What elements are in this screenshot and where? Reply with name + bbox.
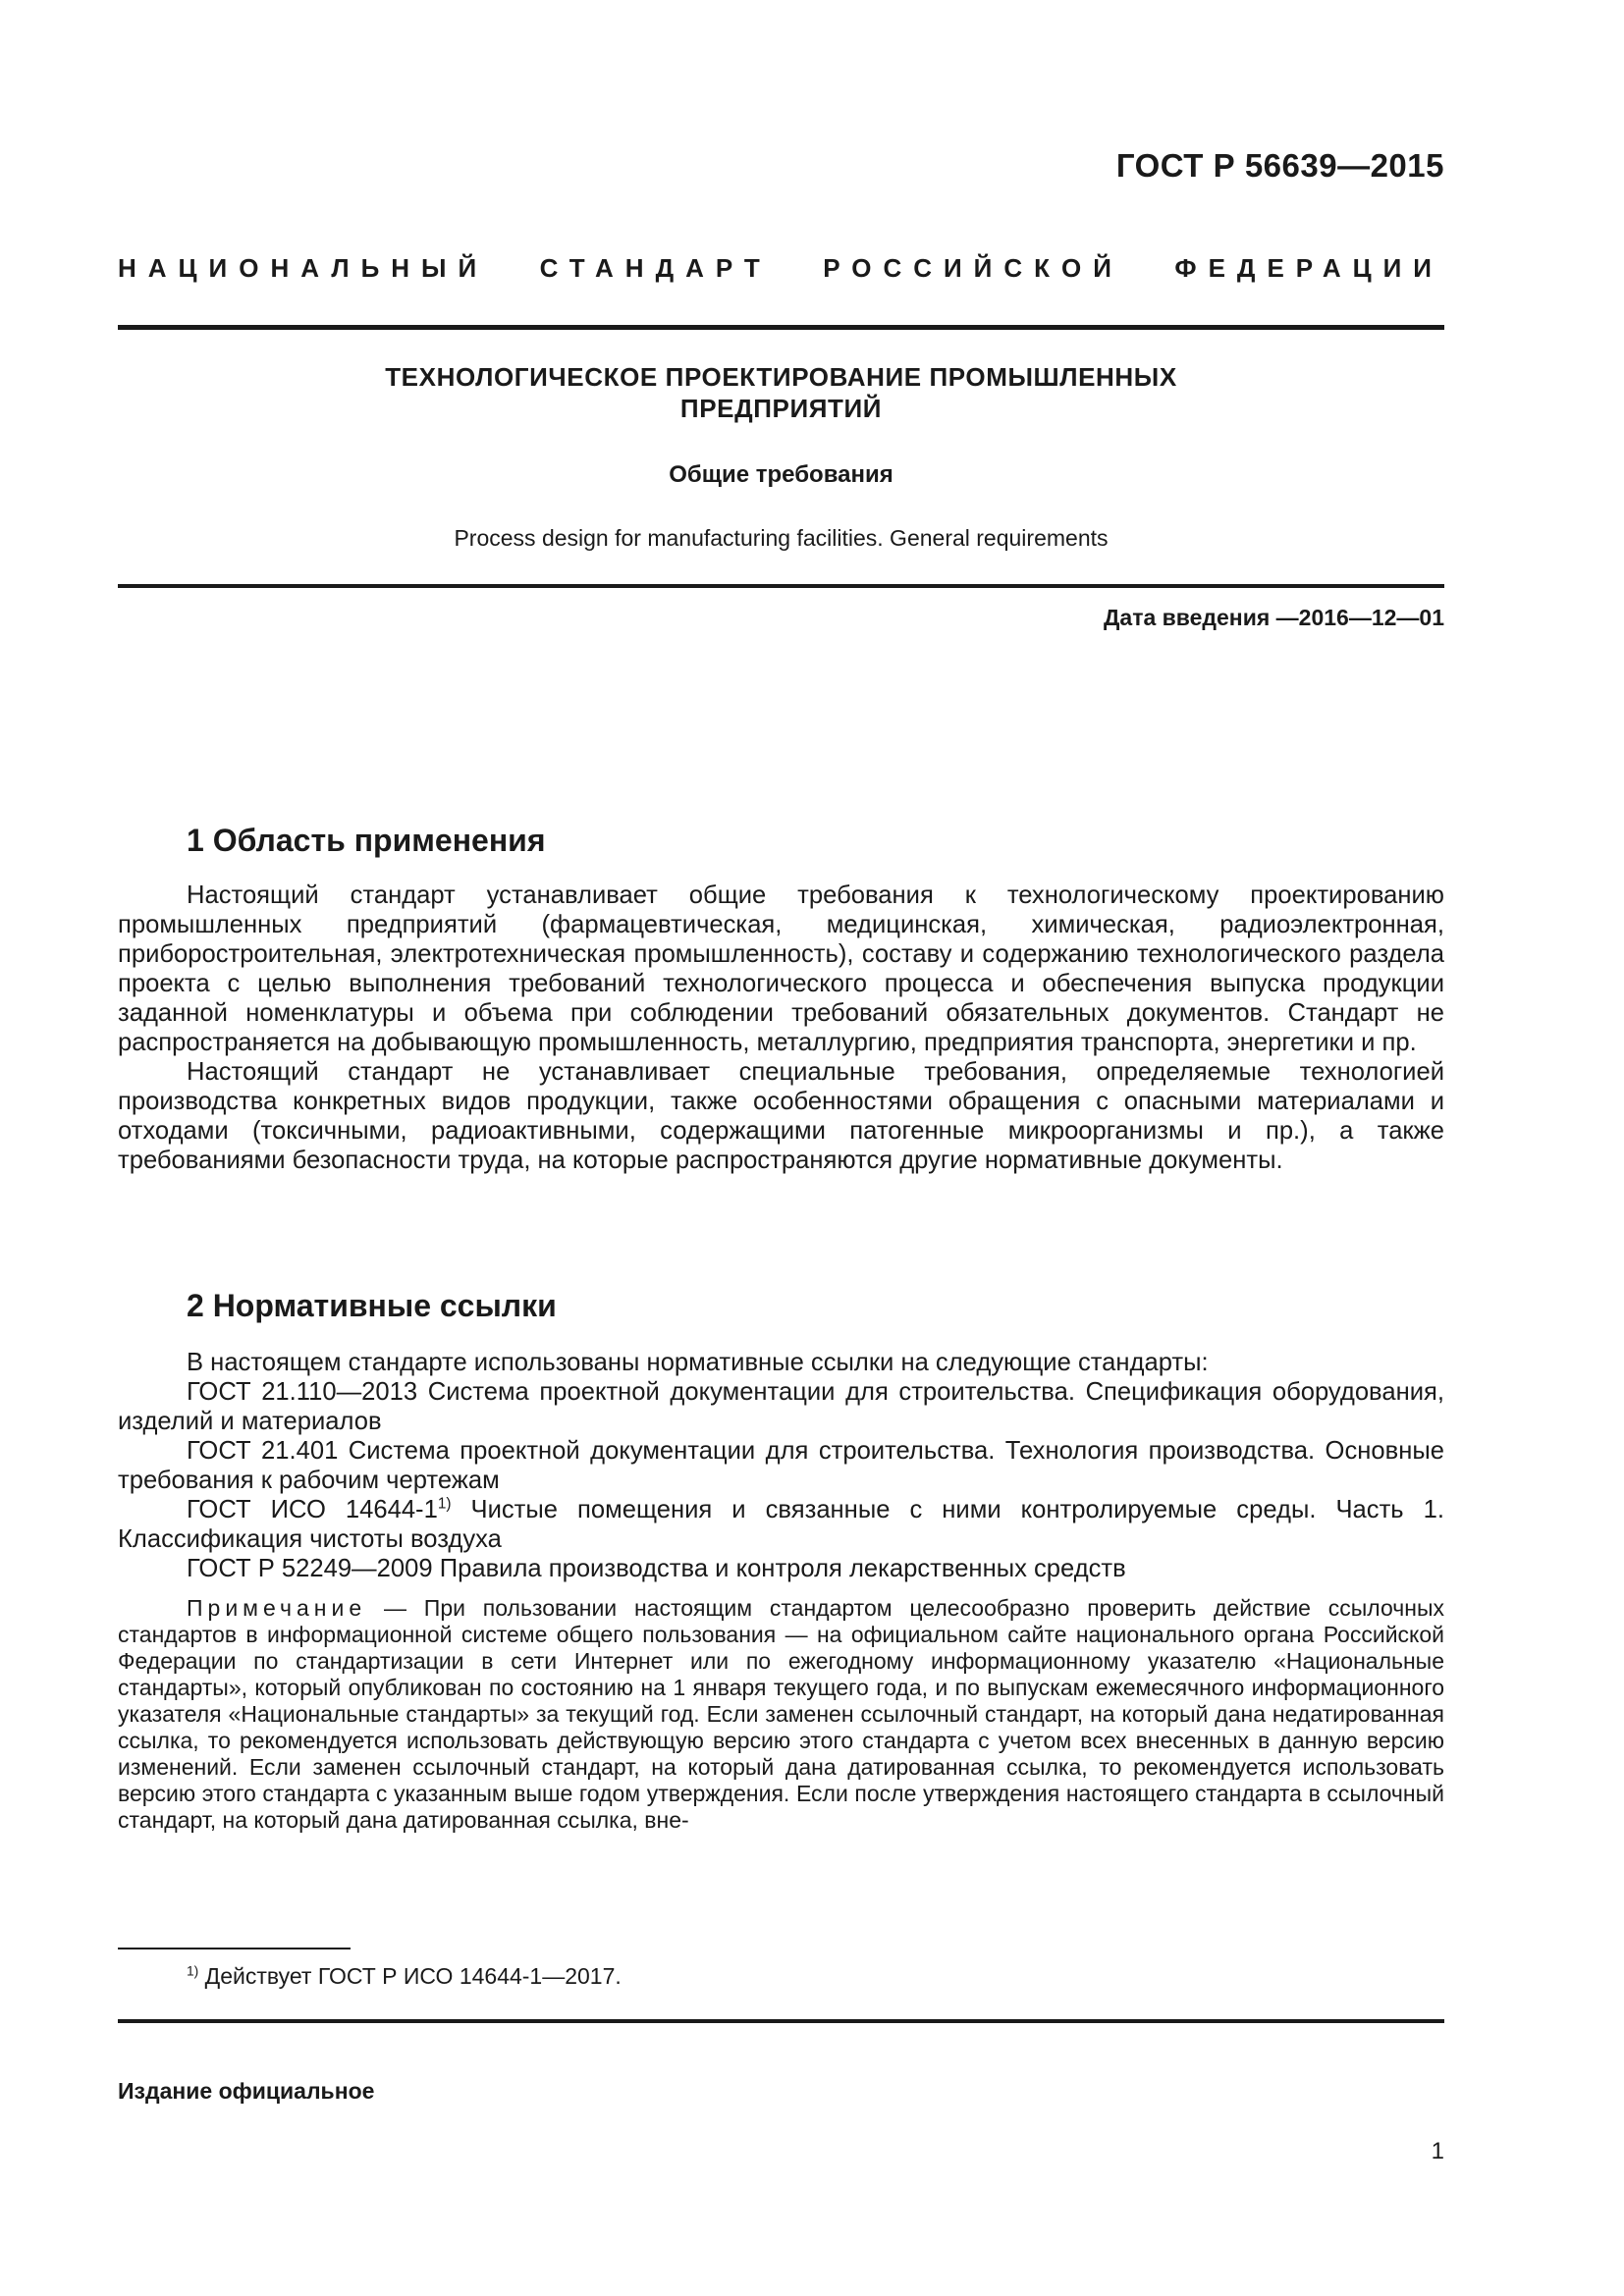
- footnote: [187, 1963, 622, 1990]
- document-title: [118, 361, 1444, 424]
- footnote-text: Действует ГОСТ Р ИСО 14644-1—2017.: [198, 1963, 622, 1989]
- footnote-marker: 1): [187, 1963, 199, 1979]
- national-standard-banner: НАЦИОНАЛЬНЫЙ СТАНДАРТ РОССИЙСКОЙ ФЕДЕРАЦИИ: [118, 253, 1443, 283]
- section-2-intro: В настоящем стандарте использованы нормативные ссылки на следующие стандарты:: [187, 1349, 1209, 1376]
- page-number: 1: [1431, 2138, 1444, 2164]
- section-1-paragraph-1: Настоящий стандарт устанавливает общие требования к технологическому проектированию промышленных предприятий (фармацевтическая, медицинская, химическая, радиоэлектронная, приборостроительная, электротехническая промышленность), составу и содержанию технологического раздела проекта с целью выполнения требований технологического процесса и обеспечения выпуска продукции заданной номенклатуры и объема при соблюдении требований обязательных документов. Стандарт не распространяется на добывающую промышленность, металлургию, предприятия транспорта, энергетики и пр.: [118, 881, 1444, 1056]
- title-rule: [118, 584, 1444, 588]
- note-label: Примечание: [187, 1595, 367, 1621]
- reference-text: Чистые помещения и связанные с ними контролируемые среды. Часть 1. Классификация чистоты воздуха: [118, 1496, 1444, 1553]
- section-1-paragraph-2: Настоящий стандарт не устанавливает специальные требования, определяемые технологией производства конкретных видов продукции, также особенностями обращения с опасными материалами и отходами (токсичными, радиоактивными, содержащими патогенные микроорганизмы и пр.), а также требованиями безопасности труда, на которые распространяются другие нормативные документы.: [118, 1058, 1444, 1174]
- footer-rule: [118, 2019, 1444, 2023]
- footnote-rule: [118, 1948, 351, 1949]
- note-text: — При пользовании настоящим стандартом целесообразно проверить действие ссылочных стандартов в информационной системе общего пользования — на официальном сайте национального органа Российской Федерации по стандартизации в сети Интернет или по ежегодному информационному указателю «Национальные стандарты», который опубликован по состоянию на 1 января текущего года, и по выпускам ежемесячного информационного указателя «Национальные стандарты» за текущий год. Если заменен ссылочный стандарт, на который дана недатированная ссылка, то рекомендуется использовать действующую версию этого стандарта с учетом всех внесенных в данную версию изменений. Если заменен ссылочный стандарт, на который дана датированная ссылка, то рекомендуется использовать версию этого стандарта с указанным выше годом утверждения. Если после утверждения настоящего стандарта в ссылочный стандарт, на который дана датированная ссылка, вне-: [118, 1595, 1444, 1833]
- standard-designation: ГОСТ Р 56639—2015: [1115, 147, 1444, 184]
- edition-label: Издание официальное: [118, 2078, 375, 2104]
- reference-item: [118, 1495, 1444, 1554]
- reference-item: ГОСТ 21.110—2013 Система проектной документации для строительства. Спецификация оборудования, изделий и материалов: [118, 1378, 1444, 1435]
- title-line-1: ТЕХНОЛОГИЧЕСКОЕ ПРОЕКТИРОВАНИЕ ПРОМЫШЛЕННЫХ: [385, 362, 1177, 392]
- section-1-heading: 1 Область применения: [187, 823, 546, 858]
- section-1: [118, 823, 1444, 1175]
- reference-code: ГОСТ ИСО 14644-1: [187, 1496, 438, 1523]
- introduction-date: Дата введения —2016—12—01: [1104, 605, 1444, 630]
- document-subtitle: Общие требования: [669, 461, 893, 488]
- footnote-marker: 1): [437, 1495, 452, 1513]
- section-2: [118, 1288, 1444, 1834]
- reference-item: ГОСТ Р 52249—2009 Правила производства и контроля лекарственных средств: [187, 1555, 1126, 1582]
- reference-item: ГОСТ 21.401 Система проектной документации для строительства. Технология производства. Основные требования к рабочим чертежам: [118, 1437, 1444, 1494]
- english-title: Process design for manufacturing facilities. General requirements: [454, 525, 1109, 551]
- title-line-2: ПРЕДПРИЯТИЙ: [679, 394, 883, 423]
- note-paragraph: [118, 1595, 1444, 1834]
- header-rule: [118, 325, 1444, 330]
- section-2-heading: 2 Нормативные ссылки: [187, 1288, 557, 1323]
